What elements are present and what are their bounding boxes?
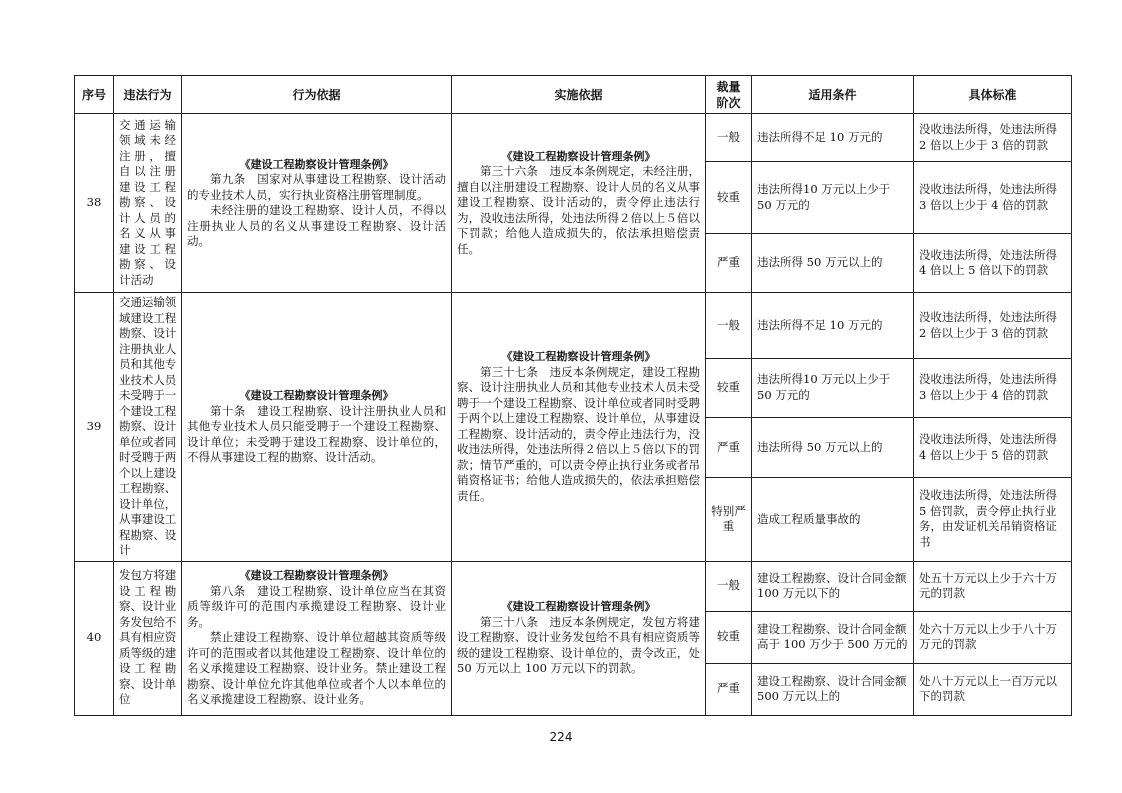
- standard-cell: 处六十万元以上少于八十万万元的罚款: [914, 611, 1072, 663]
- level-cell: 较重: [706, 162, 752, 234]
- condition-cell: 违法所得不足 10 万元的: [752, 114, 914, 162]
- standard-cell: 没收违法所得，处违法所得 4 倍以上 5 倍以下的罚款: [914, 234, 1072, 293]
- table-row: [75, 561, 1072, 611]
- condition-cell: 造成工程质量事故的: [752, 478, 914, 561]
- basis-title: 《建设工程勘察设计管理条例》: [239, 157, 394, 171]
- seq-cell: 40: [75, 561, 114, 715]
- condition-cell: 违法所得 50 万元以上的: [752, 417, 914, 478]
- impl-cell: [452, 114, 706, 293]
- condition-cell: 违法所得10 万元以上少于 50 万元的: [752, 162, 914, 234]
- level-cell: 特别严重: [706, 478, 752, 561]
- basis-cell: [182, 293, 452, 562]
- impl-cell: [452, 561, 706, 715]
- level-cell: 较重: [706, 359, 752, 418]
- basis-title: 《建设工程勘察设计管理条例》: [239, 569, 394, 583]
- header-act: 违法行为: [114, 76, 182, 114]
- basis-cell: [182, 114, 452, 293]
- header-row: [75, 76, 1072, 114]
- header-impl: 实施依据: [452, 76, 706, 114]
- standard-cell: 没收违法所得，处违法所得 2 倍以上少于 3 倍的罚款: [914, 293, 1072, 359]
- level-cell: 严重: [706, 417, 752, 478]
- condition-cell: 违法所得 50 万元以上的: [752, 234, 914, 293]
- standard-cell: 处八十万元以上一百万元以下的罚款: [914, 663, 1072, 715]
- standard-cell: 没收违法所得，处违法所得 5 倍罚款，责令停止执行业务，由发证机关吊销资格证书: [914, 478, 1072, 561]
- standard-cell: 没收违法所得，处违法所得 3 倍以上少于 4 倍的罚款: [914, 359, 1072, 418]
- header-std: 具体标准: [914, 76, 1072, 114]
- header-seq: 序号: [75, 76, 114, 114]
- basis-paragraph: 第十条 建设工程勘察、设计注册执业人员和其他专业技术人员只能受聘于一个建设工程勘察、设计单位；未受聘于建设工程勘察、设计单位的，不得从事建设工程的勘察、设计活动。: [187, 403, 446, 464]
- impl-paragraph: 第三十七条 违反本条例规定，建设工程勘察、设计注册执业人员和其他专业技术人员未受聘于一个建设工程勘察、设计单位或者同时受聘于两个以上建设工程勘察、设计单位，从事建设工程勘察、设计活动的，责令停止违法行为，没收违法所得，处违法所得２倍以上５倍以下的罚款；情节严重的，可以责令停止执行业务或者吊销资格证书；给他人造成损失的，依法承担赔偿责任。: [457, 364, 700, 503]
- header-cond: 适用条件: [752, 76, 914, 114]
- table-row: [75, 114, 1072, 162]
- page-number: 224: [549, 730, 573, 744]
- impl-title: 《建设工程勘察设计管理条例》: [501, 149, 656, 163]
- impl-paragraph: 第三十六条 违反本条例规定，未经注册，擅自以注册建设工程勘察、设计人员的名义从事建设工程勘察、设计活动的，责令停止违法行为，没收违法所得，处违法所得２倍以上５倍以下罚款；给他人造成损失的，依法承担赔偿责任。: [457, 164, 700, 256]
- penalty-table: [74, 75, 1072, 716]
- impl-title: 《建设工程勘察设计管理条例》: [501, 350, 656, 364]
- header-level: 裁量阶次: [706, 76, 752, 114]
- condition-cell: 建设工程勘察、设计合同金额 100 万元以下的: [752, 561, 914, 611]
- basis-paragraph: 禁止建设工程勘察、设计单位超越其资质等级许可的范围或者以其他建设工程勘察、设计单位的名义承揽建设工程勘察、设计业务。禁止建设工程勘察、设计单位允许其他单位或者个人以本单位的名义承揽建设工程勘察、设计业务。: [187, 630, 446, 707]
- standard-cell: 没收违法所得，处违法所得 2 倍以上少于 3 倍的罚款: [914, 114, 1072, 162]
- basis-paragraph: 第八条 建设工程勘察、设计单位应当在其资质等级许可的范围内承揽建设工程勘察、设计业务。: [187, 583, 446, 629]
- condition-cell: 违法所得不足 10 万元的: [752, 293, 914, 359]
- basis-cell: [182, 561, 452, 715]
- impl-title: 《建设工程勘察设计管理条例》: [501, 600, 656, 614]
- table-row: [75, 293, 1072, 359]
- violation-cell: 交通运输领域建设工程勘察、设计注册执业人员和其他专业技术人员未受聘于一个建设工程勘察、设计单位或者同时受聘于两个以上建设工程勘察、设计单位，从事建设工程勘察、设计: [114, 293, 182, 562]
- impl-paragraph: 第三十八条 违反本条例规定，发包方将建设工程勘察、设计业务发包给不具有相应资质等级的建设工程勘察、设计单位的，责令改正，处 50 万元以上 100 万元以下的罚款。: [457, 614, 700, 676]
- standard-cell: 没收违法所得，处违法所得 3 倍以上少于 4 倍的罚款: [914, 162, 1072, 234]
- header-basis: 行为依据: [182, 76, 452, 114]
- level-cell: 较重: [706, 611, 752, 663]
- level-cell: 一般: [706, 114, 752, 162]
- condition-cell: 违法所得10 万元以上少于 50 万元的: [752, 359, 914, 418]
- basis-paragraph: 未经注册的建设工程勘察、设计人员，不得以注册执业人员的名义从事建设工程勘察、设计活动。: [187, 203, 446, 248]
- condition-cell: 建设工程勘察、设计合同金额 500 万元以上的: [752, 663, 914, 715]
- level-cell: 严重: [706, 663, 752, 715]
- violation-cell: 交通运输领域未经注册，擅自以注册建设工程勘察、设计人员的名义从事建设工程勘察、设计活动: [114, 114, 182, 293]
- seq-cell: 39: [75, 293, 114, 562]
- violation-cell: 发包方将建设工程勘察、设计业务发包给不具有相应资质等级的建设工程勘察、设计单位: [114, 561, 182, 715]
- standard-cell: 没收违法所得，处违法所得 4 倍以上少于 5 倍的罚款: [914, 417, 1072, 478]
- impl-cell: [452, 293, 706, 562]
- condition-cell: 建设工程勘察、设计合同金额高于 100 万少于 500 万元的: [752, 611, 914, 663]
- standard-cell: 处五十万元以上少于六十万元的罚款: [914, 561, 1072, 611]
- level-cell: 一般: [706, 293, 752, 359]
- level-cell: 一般: [706, 561, 752, 611]
- level-cell: 严重: [706, 234, 752, 293]
- seq-cell: 38: [75, 114, 114, 293]
- basis-title: 《建设工程勘察设计管理条例》: [239, 389, 394, 402]
- basis-paragraph: 第九条 国家对从事建设工程勘察、设计活动的专业技术人员，实行执业资格注册管理制度。: [187, 172, 446, 202]
